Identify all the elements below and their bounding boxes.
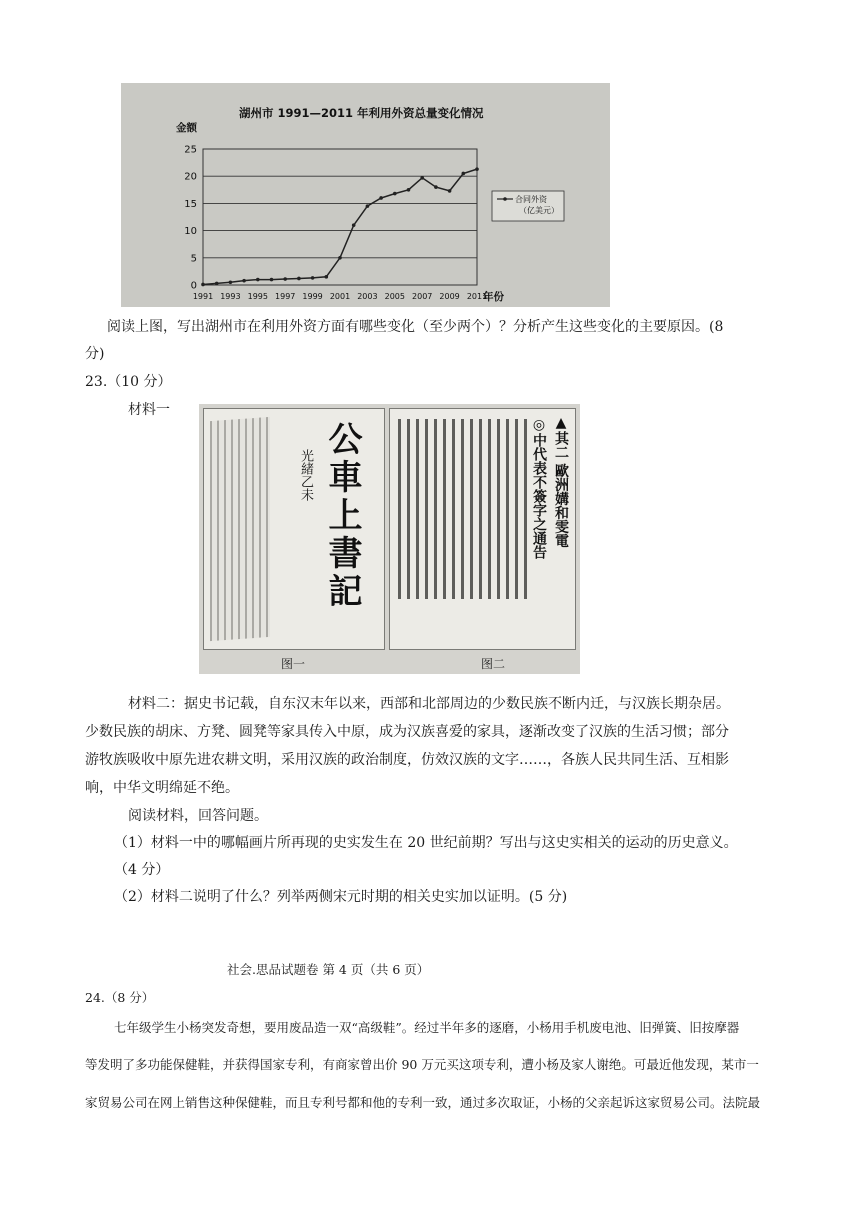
data-point <box>407 188 411 192</box>
y-tick-label: 15 <box>184 198 197 210</box>
q22-question-line2: 分) <box>85 346 105 362</box>
q23-sub2: （2）材料二说明了什么？列举两侧宋元时期的相关史实加以证明。(5 分) <box>114 889 568 905</box>
x-tick-label: 2007 <box>412 292 433 301</box>
material1-photos <box>199 404 580 674</box>
x-tick-label: 2003 <box>357 292 378 301</box>
figure1-book-left-page <box>210 417 270 641</box>
material1-label: 材料一 <box>128 402 170 418</box>
y-tick-label: 10 <box>184 226 197 238</box>
figure2-panel <box>389 408 576 650</box>
data-point <box>379 196 383 200</box>
q23-heading: 23.（10 分） <box>85 374 172 390</box>
chart-y-label: 金额 <box>176 122 197 134</box>
data-point <box>229 280 233 284</box>
data-point <box>256 278 260 282</box>
q24-line1: 七年级学生小杨突发奇想，要用废品造一双“高级鞋”。经过半年多的逐磨，小杨用手机废电池、旧弹簧、旧按摩器 <box>114 1020 740 1035</box>
q23-instruction: 阅读材料，回答问题。 <box>128 808 268 824</box>
x-tick-label: 1999 <box>302 292 323 301</box>
q24-heading: 24.（8 分） <box>85 990 155 1005</box>
material2-line3: 游牧族吸收中原先进农耕文明，采用汉族的政治制度，仿效汉族的文字……，各族人民共同生活、互相影 <box>85 752 729 768</box>
material2-line4: 响，中华文明绵延不绝。 <box>85 780 239 796</box>
chart-title: 湖州市 1991—2011 年利用外资总量变化情况 <box>239 106 484 120</box>
plot-frame <box>203 149 477 285</box>
figure1-caption: 图一 <box>281 657 306 671</box>
figure1-side-note: 光緒乙未 <box>298 449 313 501</box>
foreign-investment-chart <box>121 83 610 307</box>
figure1-panel <box>203 408 385 650</box>
x-tick-label: 1991 <box>192 292 214 301</box>
q22-question-line1: 阅读上图，写出湖州市在利用外资方面有哪些变化（至少两个）？分析产生这些变化的主要原因。(8 <box>107 319 724 335</box>
x-tick-label: 1997 <box>275 292 296 301</box>
y-tick-label: 5 <box>190 253 197 265</box>
data-point <box>448 189 452 193</box>
figure1-title: 公車上書記 <box>322 421 362 611</box>
q23-sub1-line1: （1）材料一中的哪幅画片所再现的史实发生在 20 世纪前期？写出与这史实相关的运动的历史意义。 <box>114 835 738 851</box>
y-tick-label: 20 <box>184 171 197 183</box>
y-tick-label: 0 <box>190 280 197 292</box>
data-point <box>283 277 287 281</box>
data-point <box>215 282 219 286</box>
data-point <box>311 276 315 280</box>
chart-legend <box>492 191 564 221</box>
figure2-header: ▲其二 歐洲媾和雯電 <box>553 415 569 548</box>
page-footer: 社会.思品试题卷 第 4 页（共 6 页） <box>227 962 430 977</box>
y-tick-label: 25 <box>184 144 197 156</box>
data-point <box>393 192 397 196</box>
q23-sub1-line2: （4 分） <box>114 862 170 878</box>
data-point <box>434 185 438 189</box>
q24-line2: 等发明了多功能保健鞋，并获得国家专利，有商家曾出价 90 万元买这项专利，遭小杨及家人谢绝。可最近他发现，某市一 <box>85 1057 759 1072</box>
data-point <box>338 256 342 260</box>
q24-line3: 家贸易公司在网上销售这种保健鞋，而且专利号都和他的专利一致，通过多次取证，小杨的父亲起诉这家贸易公司。法院最 <box>85 1095 761 1110</box>
figure2-caption: 图二 <box>481 657 506 671</box>
data-point <box>420 176 424 180</box>
data-point <box>242 279 246 283</box>
x-tick-label: 2009 <box>439 292 460 301</box>
data-point <box>325 275 329 279</box>
x-tick-label: 2001 <box>329 292 351 301</box>
data-point <box>352 223 356 227</box>
chart-canvas <box>121 83 610 307</box>
data-point <box>366 204 370 208</box>
x-tick-label: 2011 <box>466 292 488 301</box>
material2-line2: 少数民族的胡床、方凳、圆凳等家具传入中原，成为汉族喜爱的家具，逐渐改变了汉族的生活习惯；部分 <box>85 724 729 740</box>
material2-line1: 材料二：据史书记载，自东汉末年以来，西部和北部周边的少数民族不断内迁，与汉族长期杂居。 <box>128 696 730 712</box>
figure2-article-body <box>398 419 528 599</box>
data-point <box>297 277 301 281</box>
legend-series-label: 合同外资（亿美元） <box>515 195 559 215</box>
chart-x-label: 年份 <box>483 291 504 303</box>
data-point <box>201 283 205 287</box>
x-tick-label: 1993 <box>220 292 241 301</box>
data-point <box>462 172 466 176</box>
x-tick-label: 1995 <box>247 292 268 301</box>
figure2-subheader: ◎中代表不簽字之通告 <box>531 417 547 559</box>
x-tick-label: 2005 <box>384 292 405 301</box>
data-point <box>475 167 479 171</box>
data-point <box>270 278 274 282</box>
